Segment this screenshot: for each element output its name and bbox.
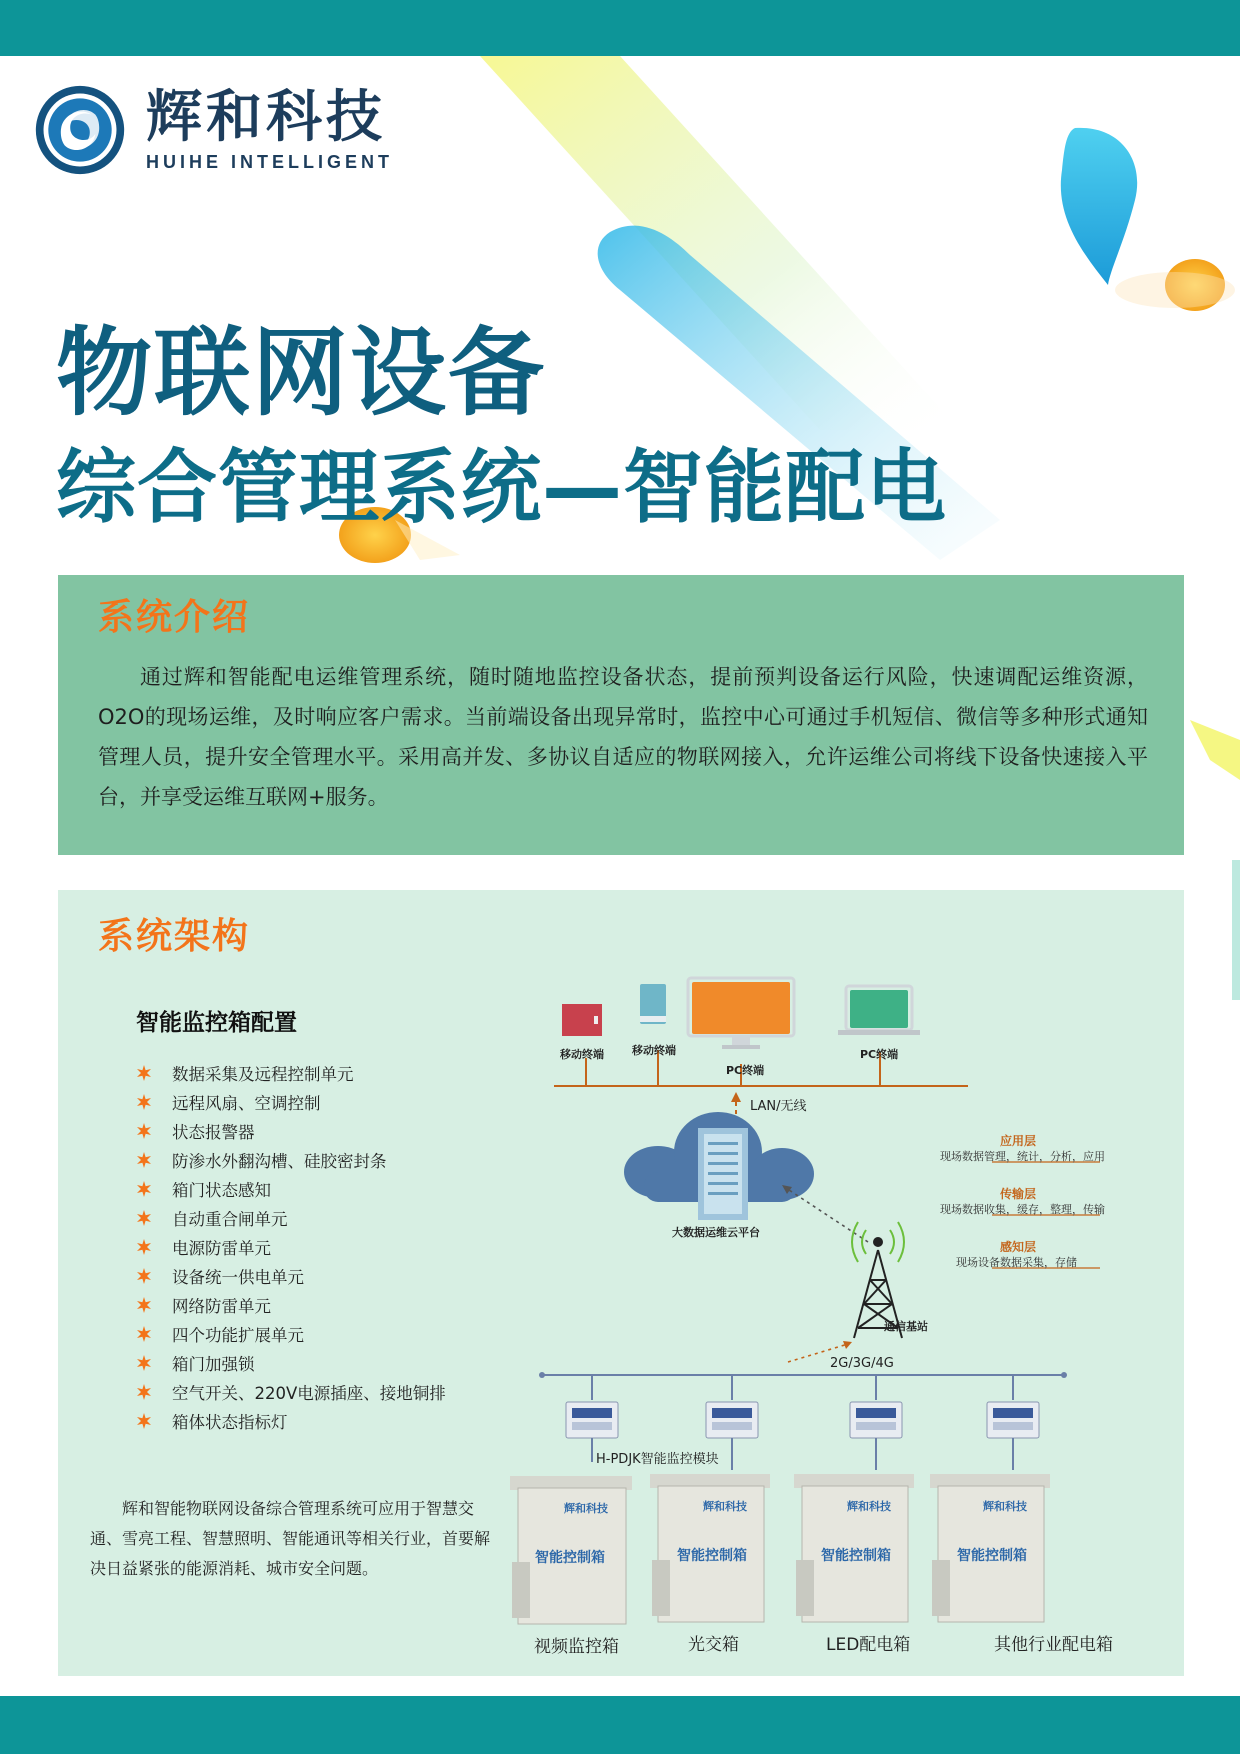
feature-item — [136, 1145, 446, 1174]
feature-item — [136, 1087, 446, 1116]
feature-label: 网络防雷单元 — [172, 1296, 271, 1316]
cabinet-1-label: 智能控制箱 — [535, 1550, 605, 1566]
bullet-star-icon — [136, 1268, 152, 1284]
intro-body: 通过辉和智能配电运维管理系统，随时随地监控设备状态，提前预判设备运行风险，快速调配运维资源，O2O的现场运维，及时响应客户需求。当前端设备出现异常时，监控中心可通过手机短信、微信等多种形式通知管理人员，提升安全管理水平。采用高并发、多协议自适应的物联网接入，允许运维公司将线下设备快速接入平台，并享受运维互联网+服务。 — [98, 665, 1148, 809]
feature-item — [136, 1116, 446, 1145]
bullet-star-icon — [136, 1326, 152, 1342]
bullet-star-icon — [136, 1065, 152, 1081]
station-label: 通信基站 — [884, 1320, 928, 1333]
feature-item — [136, 1203, 446, 1232]
intro-heading: 系统介绍 — [98, 597, 251, 638]
box-label-led: LED配电箱 — [826, 1635, 911, 1655]
monitor-module-1-icon — [566, 1402, 618, 1438]
mobile-terminal-2-icon — [640, 984, 666, 1024]
closing-paragraph: 辉和智能物联网设备综合管理系统可应用于智慧交通、雪亮工程、智慧照明、智能通讯等相关行业，首要解决日益紧张的能源消耗、城市安全问题。 — [90, 1499, 491, 1578]
layer-head-transport: 传输层 — [1000, 1187, 1037, 1201]
cabinet-2-brand-label: 辉和科技 — [703, 1500, 747, 1513]
layer-desc-perception: 现场设备数据采集，存储 — [956, 1256, 1077, 1269]
bullet-star-icon — [136, 1239, 152, 1255]
bullet-star-icon — [136, 1152, 152, 1168]
config-title: 智能监控箱配置 — [136, 1010, 297, 1036]
cabinet-4-brand-label: 辉和科技 — [983, 1500, 1027, 1513]
cabinet-4-icon — [930, 1474, 1050, 1622]
terminal-label-1: 移动终端 — [560, 1048, 604, 1061]
page-title-line2: 综合管理系统—智能配电 — [56, 441, 947, 534]
feature-list — [136, 1058, 446, 1435]
brand-name-cn: 辉和科技 — [146, 84, 386, 150]
cabinet-1-icon — [510, 1476, 632, 1624]
feature-label: 箱体状态指标灯 — [172, 1412, 288, 1432]
layer-head-application: 应用层 — [1000, 1134, 1037, 1148]
mobile-terminal-1-icon — [562, 1004, 602, 1036]
system-intro-panel — [58, 575, 1184, 855]
bullet-star-icon — [136, 1384, 152, 1400]
layer-desc-application: 现场数据管理，统计，分析，应用 — [940, 1150, 1105, 1163]
bullet-star-icon — [136, 1181, 152, 1197]
box-label-video: 视频监控箱 — [534, 1637, 619, 1657]
cabinet-1-brand-label: 辉和科技 — [564, 1502, 608, 1515]
feature-item — [136, 1348, 446, 1377]
feature-label: 箱门状态感知 — [172, 1180, 271, 1200]
feature-item — [136, 1174, 446, 1203]
feature-label: 状态报警器 — [172, 1122, 255, 1142]
architecture-heading: 系统架构 — [98, 916, 251, 957]
bullet-star-icon — [136, 1413, 152, 1429]
feature-item — [136, 1232, 446, 1261]
bullet-star-icon — [136, 1123, 152, 1139]
pc-terminal-2-icon — [838, 986, 920, 1035]
network-label: 2G/3G/4G — [830, 1356, 894, 1371]
cabinet-2-label: 智能控制箱 — [677, 1548, 747, 1564]
bullet-star-icon — [136, 1355, 152, 1371]
cabinet-3-label: 智能控制箱 — [821, 1548, 891, 1564]
page-title-line1: 物联网设备 — [56, 317, 546, 429]
box-label-other: 其他行业配电箱 — [994, 1635, 1113, 1655]
cabinet-3-brand-label: 辉和科技 — [847, 1500, 891, 1513]
box-label-optical: 光交箱 — [688, 1635, 739, 1655]
layer-desc-transport: 现场数据收集，缓存，整理，传输 — [940, 1203, 1105, 1216]
cloud-platform-icon — [624, 1112, 814, 1220]
top-band — [0, 0, 1240, 56]
bottom-band — [0, 1696, 1240, 1754]
cabinet-4-label: 智能控制箱 — [957, 1548, 1027, 1564]
feature-label: 空气开关、220V电源插座、接地铜排 — [172, 1383, 446, 1403]
feature-item — [136, 1058, 446, 1087]
brand-name-en: HUIHE INTELLIGENT — [146, 151, 393, 172]
feature-label: 防渗水外翻沟槽、硅胶密封条 — [172, 1151, 387, 1171]
logo-mark-icon — [32, 82, 128, 178]
feature-item — [136, 1319, 446, 1348]
monitor-module-3-icon — [850, 1402, 902, 1438]
layer-head-perception: 感知层 — [1000, 1240, 1037, 1254]
bullet-star-icon — [136, 1210, 152, 1226]
feature-label: 四个功能扩展单元 — [172, 1325, 304, 1345]
feature-label: 远程风扇、空调控制 — [172, 1093, 321, 1113]
feature-label: 数据采集及远程控制单元 — [172, 1064, 354, 1084]
bullet-star-icon — [136, 1094, 152, 1110]
feature-item — [136, 1406, 446, 1435]
cloud-label: 大数据运维云平台 — [672, 1226, 760, 1239]
pc-terminal-1-icon — [688, 978, 794, 1049]
bullet-star-icon — [136, 1297, 152, 1313]
feature-label: 设备统一供电单元 — [172, 1267, 304, 1287]
module-label: H-PDJK智能监控模块 — [596, 1452, 719, 1467]
monitor-module-2-icon — [706, 1402, 758, 1438]
lan-label: LAN/无线 — [750, 1099, 807, 1114]
feature-label: 电源防雷单元 — [172, 1238, 271, 1258]
brand-logo — [32, 82, 393, 178]
terminal-label-4: PC终端 — [860, 1048, 899, 1061]
feature-label: 自动重合闸单元 — [172, 1209, 288, 1229]
cabinet-2-icon — [650, 1474, 770, 1622]
feature-item — [136, 1290, 446, 1319]
terminal-label-3: PC终端 — [726, 1064, 765, 1077]
monitor-module-4-icon — [987, 1402, 1039, 1438]
terminal-label-2: 移动终端 — [632, 1044, 676, 1057]
system-architecture-panel — [58, 890, 1184, 1676]
feature-label: 箱门加强锁 — [172, 1354, 255, 1374]
feature-item — [136, 1261, 446, 1290]
feature-item — [136, 1377, 446, 1406]
cabinet-3-icon — [794, 1474, 914, 1622]
